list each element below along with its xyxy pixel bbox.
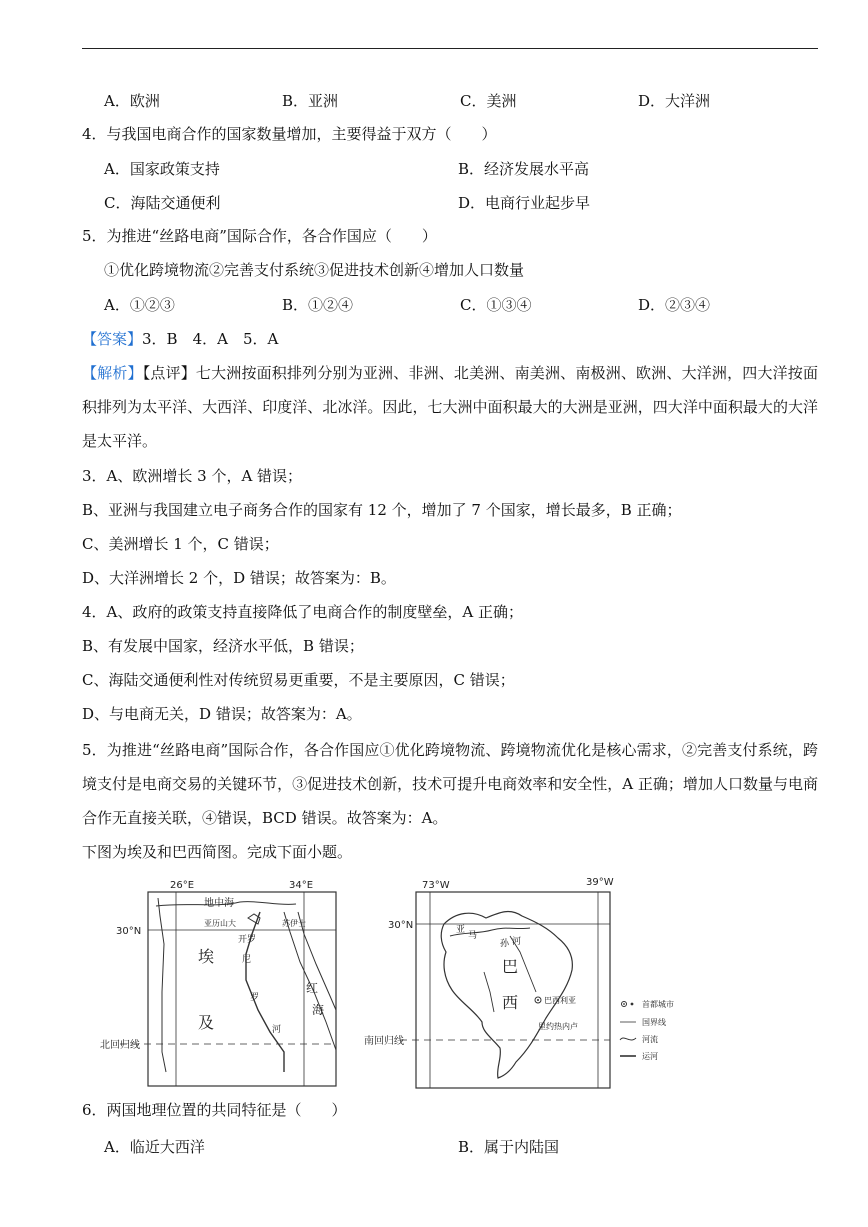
amazon-char-1: 亚 xyxy=(456,925,466,935)
analysis-line-4: D、大洋洲增长 2 个，D 错误；故答案为：B。 xyxy=(82,569,396,587)
q4-option-c[interactable]: C．海陆交通便利 xyxy=(104,194,221,212)
q4-option-a[interactable]: A．国家政策支持 xyxy=(104,160,220,178)
rio-label: 里约热内卢 xyxy=(538,1022,578,1031)
q6-option-a[interactable]: A．临近大西洋 xyxy=(104,1138,205,1156)
q5-options xyxy=(104,294,824,315)
legend-city: 城市 xyxy=(658,1000,674,1009)
brasilia-label: 巴西利亚 xyxy=(544,996,576,1005)
nile-char-1: 尼 xyxy=(242,955,252,965)
analysis-intro-text: 【点评】七大洲按面积排列分别为亚洲、非洲、北美洲、南美洲、南极洲、欧洲、大洋洲，四大洋按面积排列为太平洋、大西洋、印度洋、北冰洋。因此，七大洲中面积最大的大洲是亚洲，四大洋中面积最大的大洋是太平洋。 xyxy=(82,364,818,450)
red-sea-char-2: 海 xyxy=(312,1003,325,1017)
egypt-char-1: 埃 xyxy=(198,947,215,966)
legend-border: 国界线 xyxy=(642,1018,666,1027)
analysis-line-8: D、与电商无关，D 错误；故答案为：A。 xyxy=(82,705,362,723)
egypt-lon-left-label: 26°E xyxy=(170,880,195,891)
header-rule xyxy=(82,48,818,49)
answer-line xyxy=(82,329,278,349)
nile-char-2: 罗 xyxy=(250,993,260,1003)
analysis-line-1: 3．A、欧洲增长 3 个，A 错误； xyxy=(82,467,303,485)
q5-option-a[interactable]: A．①②③ xyxy=(104,296,175,314)
q4-options-row2 xyxy=(104,192,824,213)
legend-river: 河流 xyxy=(642,1035,658,1044)
q4-option-b[interactable]: B．经济发展水平高 xyxy=(458,160,590,178)
amazon-char-3: 孙 xyxy=(500,939,510,949)
q5-option-c[interactable]: C．①③④ xyxy=(460,296,532,314)
egypt-char-2: 及 xyxy=(198,1013,215,1032)
q3-option-b[interactable]: B．亚洲 xyxy=(282,92,339,110)
q6-stem: 6．两国地理位置的共同特征是（ ） xyxy=(82,1101,347,1119)
analysis-line-6: B、有发展中国家，经济水平低，B 错误； xyxy=(82,637,364,655)
analysis-tag: 【解析】 xyxy=(82,364,143,382)
brazil-lat-label: 30°N xyxy=(388,920,414,931)
q5-option-b[interactable]: B．①②④ xyxy=(282,296,354,314)
q3-option-c[interactable]: C．美洲 xyxy=(460,92,517,110)
analysis-line-3: C、美洲增长 1 个，C 错误； xyxy=(82,535,279,553)
suez-label: 苏伊士 xyxy=(282,919,306,928)
answer-tag: 【答案】 xyxy=(82,330,143,348)
q6-options xyxy=(104,1136,824,1157)
egypt-lon-right-label: 34°E xyxy=(289,880,314,891)
q4-option-d[interactable]: D．电商行业起步早 xyxy=(458,194,591,212)
q4-options-row1 xyxy=(104,158,824,179)
q3-options xyxy=(104,90,824,111)
q5-option-d[interactable]: D．②③④ xyxy=(638,296,711,314)
analysis-line-7: C、海陆交通便利性对传统贸易更重要，不是主要原因，C 错误； xyxy=(82,671,515,689)
nile-char-3: 河 xyxy=(272,1025,282,1035)
tropic-capricorn-label: 南回归线 xyxy=(364,1036,404,1047)
brazil-char-1: 巴 xyxy=(502,957,519,976)
brazil-char-2: 西 xyxy=(502,993,519,1012)
legend-capital: 首都 xyxy=(642,1000,658,1009)
brazil-lon-right-label: 39°W xyxy=(586,877,614,888)
amazon-char-2: 马 xyxy=(468,931,478,941)
q5-explanation: 5．为推进“丝路电商”国际合作，各合作国应①优化跨境物流、跨境物流优化是核心需求，②完善支付系统，跨境支付是电商交易的关键环节，③促进技术创新，技术可提升电商效率和安全性，A 正确；增加人口数量与电商合作无直接关联，④错误，BCD 错误。故答案为：A。 xyxy=(82,741,818,827)
maps-intro: 下图为埃及和巴西简图。完成下面小题。 xyxy=(82,843,353,861)
q6-option-b[interactable]: B．属于内陆国 xyxy=(458,1138,560,1156)
cairo-label: 开罗 xyxy=(238,935,257,945)
egypt-lat-label: 30°N xyxy=(116,926,142,937)
q5-stem: 5．为推进“丝路电商”国际合作，各合作国应（ ） xyxy=(82,227,437,245)
q3-option-a[interactable]: A．欧洲 xyxy=(104,92,160,110)
analysis-line-2: B、亚洲与我国建立电子商务合作的国家有 12 个，增加了 7 个国家，增长最多，B 正确； xyxy=(82,501,682,519)
answer-text: 3．B 4．A 5．A xyxy=(142,330,279,348)
q4-stem: 4．与我国电商合作的国家数量增加，主要得益于双方（ ） xyxy=(82,125,497,143)
analysis-line-5: 4．A、政府的政策支持直接降低了电商合作的制度壁垒，A 正确； xyxy=(82,603,523,621)
map-legend xyxy=(620,999,674,1061)
brazil-map xyxy=(360,872,680,1092)
alexandria-label: 亚历山大 xyxy=(204,919,236,928)
q5-statements: ①优化跨境物流②完善支付系统③促进技术创新④增加人口数量 xyxy=(104,261,525,279)
q3-option-d[interactable]: D．大洋洲 xyxy=(638,92,711,110)
tropic-cancer-label: 北回归线 xyxy=(100,1040,140,1051)
legend-canal: 运河 xyxy=(642,1052,658,1061)
brazil-lon-left-label: 73°W xyxy=(422,880,450,891)
red-sea-char-1: 红 xyxy=(306,981,319,995)
egypt-map xyxy=(100,872,345,1092)
analysis-intro xyxy=(82,356,818,458)
amazon-char-4: 河 xyxy=(512,937,522,947)
mediterranean-label: 地中海 xyxy=(204,898,234,909)
